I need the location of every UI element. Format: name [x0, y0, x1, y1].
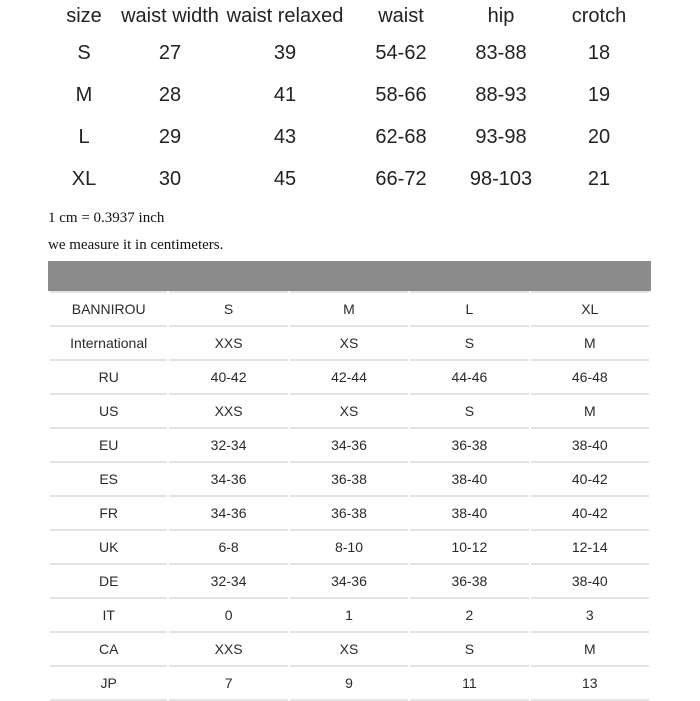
- size-value-cell: 93-98: [475, 125, 527, 148]
- conversion-value-cell: 10-12: [410, 529, 528, 563]
- conversion-value-cell: 44-46: [410, 359, 528, 393]
- conversion-value-cell: 1: [290, 597, 408, 631]
- size-value-cell: 66-72: [375, 167, 427, 190]
- conversion-value-cell: 38-40: [531, 427, 649, 461]
- conversion-table-row: [50, 665, 649, 701]
- conversion-value-cell: S: [169, 291, 287, 325]
- conversion-value-cell: 9: [290, 665, 408, 701]
- size-value-cell: 45: [273, 167, 297, 190]
- conversion-table-row: [50, 291, 649, 325]
- region-label-cell: IT: [50, 597, 167, 631]
- conversion-value-cell: 36-38: [410, 563, 528, 597]
- conversion-value-cell: 34-36: [169, 461, 287, 495]
- conversion-value-cell: S: [410, 393, 528, 427]
- size-table-header-row: [48, 0, 648, 32]
- conversion-value-cell: XL: [531, 291, 649, 325]
- header-size: size: [66, 4, 102, 27]
- size-label-cell: XL: [71, 167, 97, 190]
- conversion-value-cell: M: [531, 631, 649, 665]
- unit-conversion-note: 1 cm = 0.3937 inch: [48, 210, 165, 226]
- header-waist-relaxed: waist relaxed: [226, 4, 344, 27]
- conversion-value-cell: XS: [290, 325, 408, 359]
- conversion-value-cell: M: [531, 325, 649, 359]
- header-hip: hip: [487, 4, 515, 27]
- size-value-cell: 27: [158, 41, 182, 64]
- size-table-row: [48, 32, 648, 74]
- conversion-table-row: [50, 597, 649, 631]
- size-value-cell: 98-103: [469, 167, 533, 190]
- conversion-table-row: [50, 427, 649, 461]
- conversion-table-row: [50, 393, 649, 427]
- conversion-value-cell: 0: [169, 597, 287, 631]
- conversion-value-cell: 40-42: [531, 495, 649, 529]
- header-waist-width: waist width: [121, 4, 219, 27]
- conversion-value-cell: L: [410, 291, 528, 325]
- size-value-cell: 54-62: [375, 41, 427, 64]
- conversion-value-cell: S: [410, 631, 528, 665]
- region-label-cell: DE: [50, 563, 167, 597]
- conversion-table-row: [50, 461, 649, 495]
- size-measurement-table: [48, 0, 648, 200]
- size-label-cell: L: [78, 125, 90, 148]
- conversion-table-row: [50, 325, 649, 359]
- conversion-value-cell: 40-42: [531, 461, 649, 495]
- conversion-value-cell: S: [410, 325, 528, 359]
- header-waist: waist: [378, 4, 424, 27]
- conversion-value-cell: 7: [169, 665, 287, 701]
- size-value-cell: 58-66: [375, 83, 427, 106]
- region-label-cell: International: [50, 325, 167, 359]
- region-label-cell: US: [50, 393, 167, 427]
- size-value-cell: 83-88: [475, 41, 527, 64]
- conversion-value-cell: 6-8: [169, 529, 287, 563]
- measurement-unit-note: we measure it in centimeters.: [48, 237, 224, 253]
- conversion-value-cell: 12-14: [531, 529, 649, 563]
- size-value-cell: 19: [587, 83, 611, 106]
- conversion-value-cell: 32-34: [169, 427, 287, 461]
- size-conversion-table: [48, 291, 651, 701]
- region-label-cell: FR: [50, 495, 167, 529]
- conversion-value-cell: 8-10: [290, 529, 408, 563]
- size-value-cell: 43: [273, 125, 297, 148]
- conversion-table-row: [50, 359, 649, 393]
- conversion-value-cell: 34-36: [290, 563, 408, 597]
- size-value-cell: 21: [587, 167, 611, 190]
- size-value-cell: 39: [273, 41, 297, 64]
- conversion-value-cell: XXS: [169, 325, 287, 359]
- conversion-value-cell: 32-34: [169, 563, 287, 597]
- region-label-cell: RU: [50, 359, 167, 393]
- conversion-value-cell: 36-38: [290, 461, 408, 495]
- size-value-cell: 88-93: [475, 83, 527, 106]
- conversion-value-cell: 13: [531, 665, 649, 701]
- region-label-cell: JP: [50, 665, 167, 701]
- conversion-value-cell: XXS: [169, 631, 287, 665]
- size-value-cell: 28: [158, 83, 182, 106]
- size-table-row: [48, 116, 648, 158]
- conversion-value-cell: 34-36: [169, 495, 287, 529]
- conversion-value-cell: XS: [290, 631, 408, 665]
- conversion-value-cell: 2: [410, 597, 528, 631]
- size-label-cell: M: [75, 83, 93, 106]
- conversion-value-cell: 3: [531, 597, 649, 631]
- conversion-table-row: [50, 529, 649, 563]
- conversion-value-cell: 46-48: [531, 359, 649, 393]
- conversion-value-cell: 36-38: [290, 495, 408, 529]
- conversion-value-cell: M: [290, 291, 408, 325]
- conversion-value-cell: 38-40: [410, 495, 528, 529]
- region-label-cell: EU: [50, 427, 167, 461]
- conversion-value-cell: 38-40: [410, 461, 528, 495]
- conversion-value-cell: XS: [290, 393, 408, 427]
- conversion-value-cell: 36-38: [410, 427, 528, 461]
- conversion-value-cell: 38-40: [531, 563, 649, 597]
- region-label-cell: UK: [50, 529, 167, 563]
- size-value-cell: 18: [587, 41, 611, 64]
- size-value-cell: 62-68: [375, 125, 427, 148]
- conversion-value-cell: 11: [410, 665, 528, 701]
- size-table-row: [48, 74, 648, 116]
- size-value-cell: 29: [158, 125, 182, 148]
- size-table-row: [48, 158, 648, 200]
- size-value-cell: 30: [158, 167, 182, 190]
- conversion-value-cell: M: [531, 393, 649, 427]
- conversion-value-cell: 40-42: [169, 359, 287, 393]
- conversion-value-cell: 34-36: [290, 427, 408, 461]
- size-value-cell: 41: [273, 83, 297, 106]
- size-label-cell: S: [77, 41, 91, 64]
- conversion-table-row: [50, 563, 649, 597]
- conversion-value-cell: 42-44: [290, 359, 408, 393]
- header-band: [48, 261, 651, 291]
- conversion-table-row: [50, 495, 649, 529]
- header-crotch: crotch: [571, 4, 627, 27]
- conversion-table-row: [50, 631, 649, 665]
- region-label-cell: CA: [50, 631, 167, 665]
- conversion-value-cell: XXS: [169, 393, 287, 427]
- region-label-cell: ES: [50, 461, 167, 495]
- size-value-cell: 20: [587, 125, 611, 148]
- region-label-cell: BANNIROU: [50, 291, 167, 325]
